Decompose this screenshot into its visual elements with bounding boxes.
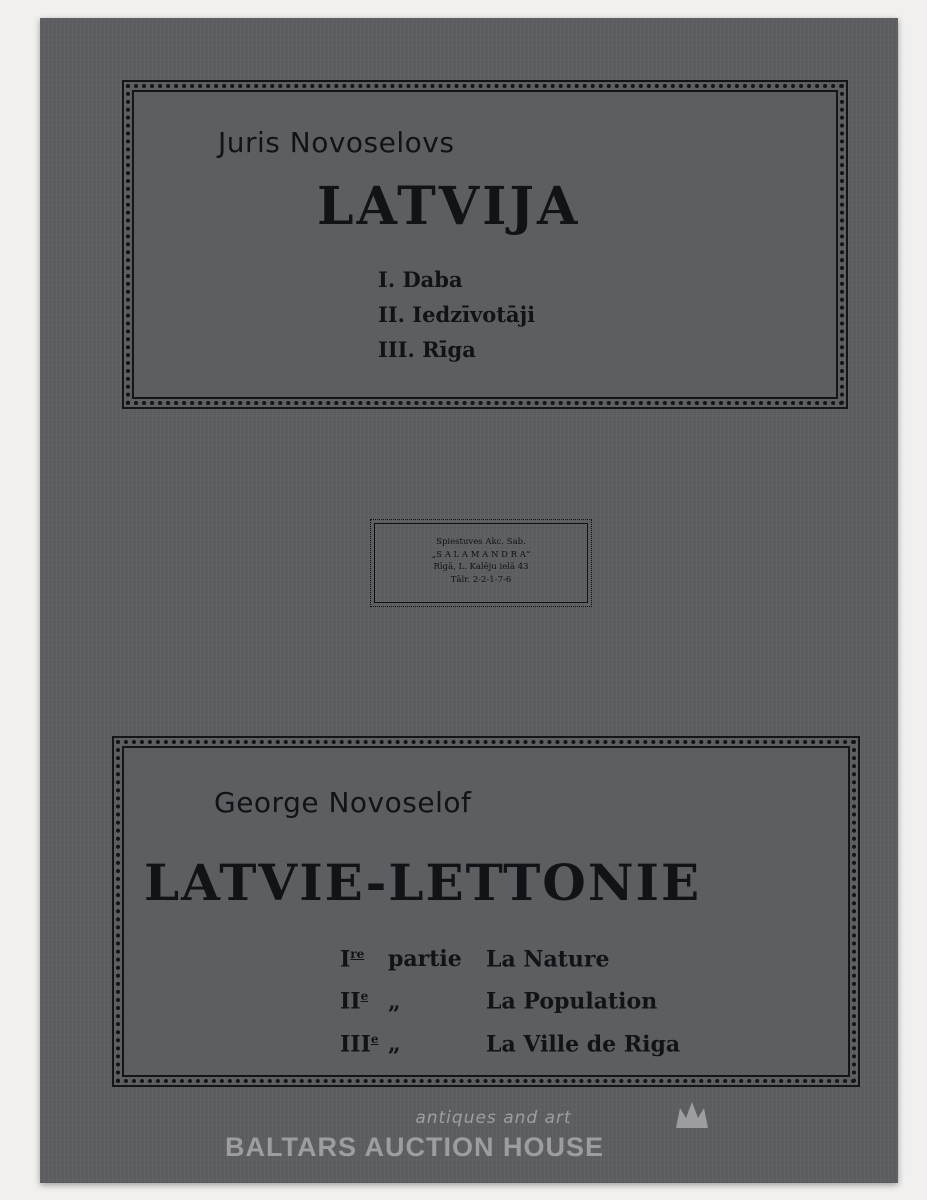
toc-num: III — [340, 1030, 371, 1057]
author-latvian: Juris Novoselovs — [218, 126, 455, 159]
watermark-brand: BALTARS AUCTION HOUSE — [225, 1132, 604, 1162]
toc-item — [340, 978, 680, 1020]
toc-sup: e — [370, 1031, 379, 1046]
toc-label: La Population — [486, 988, 658, 1015]
toc-item — [378, 297, 535, 332]
toc-word: „ — [388, 1030, 401, 1057]
stamp-line: Rīgā, L. Kalēju ielā 43 — [433, 562, 529, 572]
toc-sup: re — [350, 947, 365, 961]
toc-item — [340, 1021, 680, 1063]
booklet-cover — [40, 18, 898, 1183]
toc-label: Iedzīvotāji — [412, 302, 536, 327]
stamp-line: „S A L A M A N D R A“ — [431, 549, 531, 560]
crown-icon — [672, 1098, 712, 1134]
toc-label: La Nature — [486, 946, 610, 973]
toc-item — [340, 936, 680, 978]
author-french: George Novoselof — [214, 786, 472, 819]
title-latvian: LATVIJA — [317, 176, 581, 237]
toc-word: partie — [388, 946, 462, 973]
toc-num: I — [340, 946, 351, 973]
toc-sup: e — [360, 989, 369, 1004]
printer-stamp — [374, 523, 588, 603]
toc-label: La Ville de Riga — [486, 1030, 681, 1057]
toc-num: III. — [378, 337, 415, 362]
toc-num: II — [340, 988, 361, 1015]
toc-num: I. — [378, 267, 396, 292]
toc-latvian — [378, 262, 535, 367]
toc-label: Daba — [402, 267, 463, 292]
title-french: LATVIE-LETTONIE — [144, 853, 702, 912]
toc-item — [378, 332, 535, 367]
toc-word: „ — [388, 988, 401, 1015]
toc-num: II. — [378, 302, 405, 327]
toc-french — [340, 936, 680, 1063]
watermark-tagline: antiques and art — [415, 1108, 572, 1128]
toc-label: Rīga — [422, 337, 476, 362]
toc-item — [378, 262, 535, 297]
stamp-line: Tālr. 2-2-1-7-6 — [450, 574, 512, 585]
stamp-line: Spiestuves Akc. Sab. — [436, 537, 526, 547]
